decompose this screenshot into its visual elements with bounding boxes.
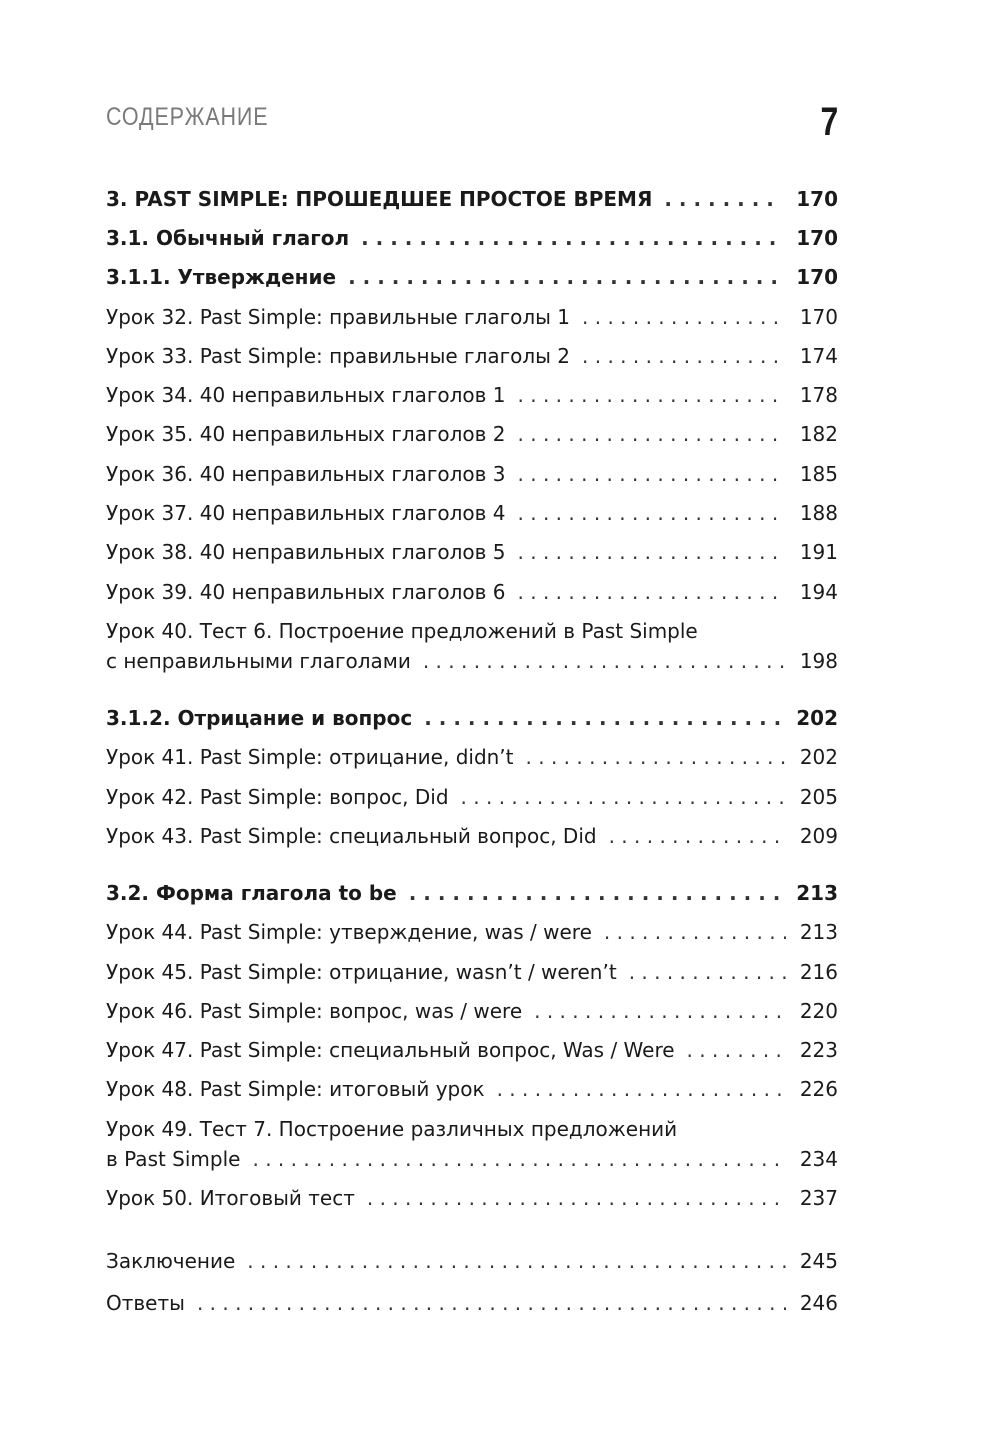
toc-entry-title: в Past Simple (106, 1147, 241, 1171)
dot-leader (367, 1186, 786, 1210)
toc-entry-lesson-34[interactable] (106, 383, 838, 407)
toc-entry-lesson-36[interactable] (106, 462, 838, 486)
toc-entry-title: 3.1.1. Утверждение (106, 265, 337, 289)
dot-leader (518, 580, 786, 604)
toc-entry-title: Урок 36. 40 неправильных глаголов 3 (106, 462, 506, 486)
toc-entry-title: 3.1.2. Отрицание и вопрос (106, 706, 413, 730)
dot-leader (518, 422, 786, 446)
toc-entry-page: 234 (799, 1147, 838, 1171)
toc-entry-page: 198 (799, 649, 838, 673)
toc-entry-lesson-39[interactable] (106, 580, 838, 604)
dot-leader (461, 785, 786, 809)
dot-leader (409, 881, 783, 905)
toc-entry-page: 223 (799, 1038, 838, 1062)
dot-leader (423, 649, 786, 673)
toc-entry-page: 237 (799, 1186, 838, 1210)
toc-entry-title: Урок 46. Past Simple: вопрос, was / were (106, 999, 523, 1023)
dot-leader (518, 383, 786, 407)
toc-entry-title: Урок 45. Past Simple: отрицание, wasn’t / weren’t (106, 960, 617, 984)
toc-entry-lesson-38[interactable] (106, 540, 838, 564)
toc-entry-lesson-44[interactable] (106, 920, 838, 944)
toc-entry-title: Урок 37. 40 неправильных глаголов 4 (106, 501, 506, 525)
toc-entry-page: 194 (799, 580, 838, 604)
toc-entry-lesson-35[interactable] (106, 422, 838, 446)
toc-entry-title: с неправильными глаголами (106, 649, 411, 673)
toc-entry-title: Урок 38. 40 неправильных глаголов 5 (106, 540, 506, 564)
toc-entry-title: Урок 50. Итоговый тест (106, 1186, 355, 1210)
toc-entry-title: Урок 47. Past Simple: специальный вопрос, Was / Were (106, 1038, 675, 1062)
dot-leader (518, 501, 786, 525)
toc-entry-page: 191 (799, 540, 838, 564)
dot-leader (197, 1291, 786, 1315)
dot-leader (604, 920, 786, 944)
toc-entry-lesson-47[interactable] (106, 1038, 838, 1062)
dot-leader (252, 1147, 785, 1171)
toc-entry-page: 182 (799, 422, 838, 446)
toc-entry-page: 205 (799, 785, 838, 809)
toc-entry-page: 170 (796, 265, 838, 289)
toc-entry-lesson-48[interactable] (106, 1077, 838, 1101)
toc-entry-page: 170 (796, 187, 838, 211)
toc-entry-title: Урок 39. 40 неправильных глаголов 6 (106, 580, 506, 604)
toc-entry-page: 185 (799, 462, 838, 486)
toc-entry-page: 178 (799, 383, 838, 407)
toc-entry-title: 3.1. Обычный глагол (106, 226, 350, 250)
toc-entry-lesson-50[interactable] (106, 1186, 838, 1210)
dot-leader (526, 745, 786, 769)
dot-leader (518, 540, 786, 564)
dot-leader (629, 960, 786, 984)
toc-entry-page: 213 (796, 881, 838, 905)
toc-entry-page: 213 (799, 920, 838, 944)
toc-entry-page: 209 (799, 824, 838, 848)
toc-entry-conclusion[interactable] (106, 1249, 838, 1273)
toc-entry-title: 3. PAST SIMPLE: ПРОШЕДШЕЕ ПРОСТОЕ ВРЕМЯ (106, 187, 653, 211)
toc-entry-title: 3.2. Форма глагола to be (106, 881, 397, 905)
toc-entry-section-3-1-1[interactable] (106, 265, 838, 289)
toc-entry-lesson-40[interactable] (106, 649, 838, 673)
toc-entry-section-3-1-2[interactable] (106, 706, 838, 730)
toc-entry-page: 220 (799, 999, 838, 1023)
toc-entry-page: 202 (796, 706, 838, 730)
dot-leader (518, 462, 786, 486)
toc-entry-page: 202 (799, 745, 838, 769)
toc-entry-page: 245 (799, 1249, 838, 1273)
toc-entry-section-3-2[interactable] (106, 881, 838, 905)
toc-entry-lesson-46[interactable] (106, 999, 838, 1023)
dot-leader (664, 187, 782, 211)
toc-entry-page: 216 (799, 960, 838, 984)
toc-entry-lesson-37[interactable] (106, 501, 838, 525)
dot-leader (534, 999, 786, 1023)
dot-leader (247, 1249, 786, 1273)
toc-entry-lesson-32[interactable] (106, 305, 838, 329)
dot-leader (497, 1077, 786, 1101)
toc-entry-title: Урок 41. Past Simple: отрицание, didn’t (106, 745, 514, 769)
toc-entry-title: Урок 44. Past Simple: утверждение, was / were (106, 920, 592, 944)
dot-leader (424, 706, 782, 730)
running-head-title: СОДЕРЖАНИЕ (106, 103, 269, 131)
dot-leader (361, 226, 782, 250)
toc-entry-page: 246 (799, 1291, 838, 1315)
dot-leader (348, 265, 782, 289)
toc-entry-title: Урок 35. 40 неправильных глаголов 2 (106, 422, 506, 446)
toc-entry-section-3-1[interactable] (106, 226, 838, 250)
page-number: 7 (820, 100, 838, 144)
toc-entry-title: Урок 34. 40 неправильных глаголов 1 (106, 383, 506, 407)
toc-entry-lesson-33[interactable] (106, 344, 838, 368)
toc-entry-title: Урок 43. Past Simple: специальный вопрос, Did (106, 824, 597, 848)
toc-entry-answers[interactable] (106, 1291, 838, 1315)
toc-entry-lesson-49[interactable] (106, 1147, 838, 1171)
toc-entry-lesson-49-line1[interactable]: Урок 49. Тест 7. Построение различных предложений (106, 1117, 678, 1141)
toc-entry-page: 226 (799, 1077, 838, 1101)
dot-leader (687, 1038, 786, 1062)
toc-entry-page: 188 (799, 501, 838, 525)
toc-entry-lesson-40-line1[interactable]: Урок 40. Тест 6. Построение предложений в Past Simple (106, 619, 698, 643)
dot-leader (609, 824, 786, 848)
toc-entry-section-3[interactable] (106, 187, 838, 211)
dot-leader (582, 305, 786, 329)
dot-leader (582, 344, 786, 368)
toc-entry-page: 170 (799, 305, 838, 329)
toc-entry-lesson-42[interactable] (106, 785, 838, 809)
toc-entry-lesson-41[interactable] (106, 745, 838, 769)
toc-entry-title: Урок 33. Past Simple: правильные глаголы 2 (106, 344, 571, 368)
toc-entry-lesson-45[interactable] (106, 960, 838, 984)
toc-entry-title: Урок 32. Past Simple: правильные глаголы 1 (106, 305, 571, 329)
toc-entry-page: 174 (799, 344, 838, 368)
toc-entry-title: Урок 42. Past Simple: вопрос, Did (106, 785, 449, 809)
toc-entry-title: Ответы (106, 1291, 185, 1315)
toc-entry-title: Заключение (106, 1249, 236, 1273)
toc-entry-title: Урок 48. Past Simple: итоговый урок (106, 1077, 485, 1101)
toc-entry-page: 170 (796, 226, 838, 250)
toc-entry-lesson-43[interactable] (106, 824, 838, 848)
